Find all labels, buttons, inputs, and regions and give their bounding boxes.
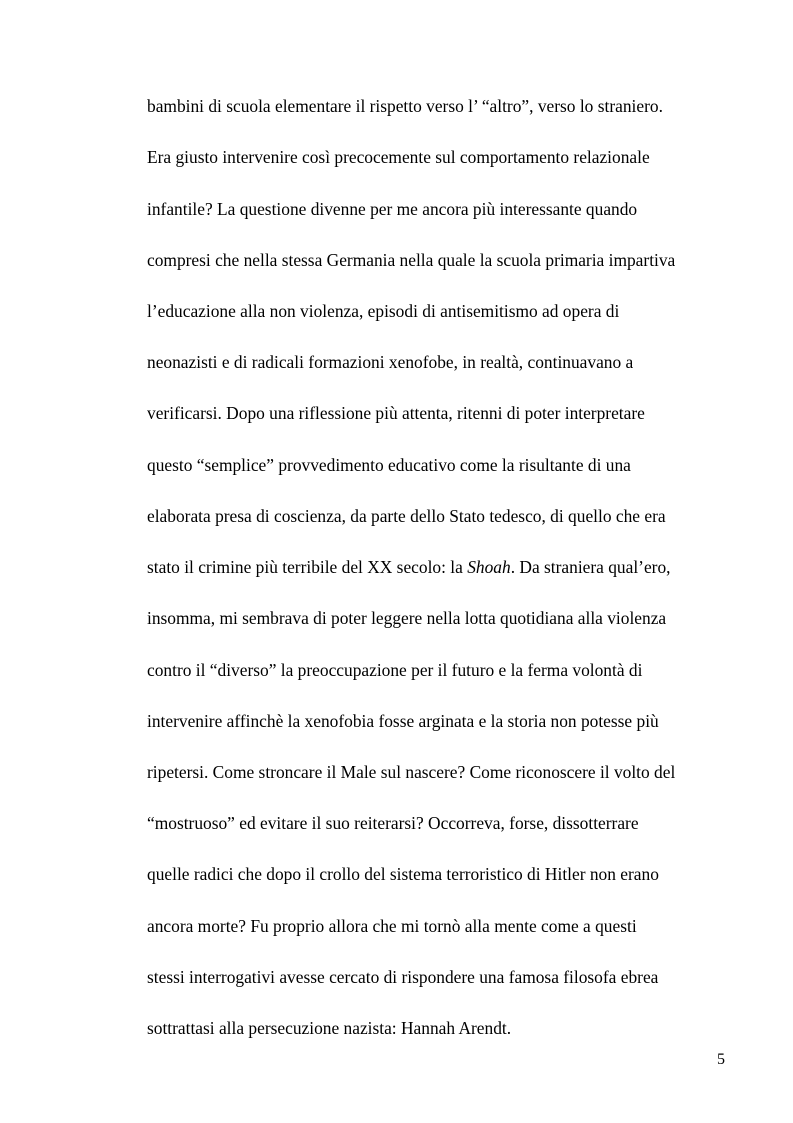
text-line-16: quelle radici che dopo il crollo del sistema terroristico di Hitler non erano [147,864,659,884]
text-line-15: “mostruoso” ed evitare il suo reiterarsi? Occorreva, forse, dissotterrare [147,813,639,833]
text-line-19: sottrattasi alla persecuzione nazista: Hannah Arendt. [147,1018,512,1038]
text-line-7: verificarsi. Dopo una riflessione più attenta, ritenni di poter interpretare [147,403,645,423]
text-line-1: bambini di scuola elementare il rispetto verso l’ “altro”, verso lo straniero. [147,96,663,116]
text-line-2: Era giusto intervenire così precocemente sul comportamento relazionale [147,147,650,167]
text-line-8: questo “semplice” provvedimento educativo come la risultante di una [147,455,631,475]
text-line-11: insomma, mi sembrava di poter leggere nella lotta quotidiana alla violenza [147,608,667,628]
text-line-10-before: stato il crimine più terribile del XX secolo: la [147,557,468,577]
text-line-17: ancora morte? Fu proprio allora che mi tornò alla mente come a questi [147,916,637,936]
text-line-18: stessi interrogativi avesse cercato di rispondere una famosa filosofa ebrea [147,967,659,987]
page-number: 5 [717,1051,725,1068]
text-line-5: l’educazione alla non violenza, episodi di antisemitismo ad opera di [147,301,620,321]
shoah-italic: Shoah [467,557,511,577]
text-line-10-after: . Da straniera qual’ero, [510,557,671,577]
text-line-6: neonazisti e di radicali formazioni xenofobe, in realtà, continuavano a [147,352,634,372]
text-line-9: elaborata presa di coscienza, da parte dello Stato tedesco, di quello che era [147,506,666,526]
text-line-12: contro il “diverso” la preoccupazione per il futuro e la ferma volontà di [147,660,643,680]
text-line-14: ripetersi. Come stroncare il Male sul nascere? Come riconoscere il volto del [147,762,676,782]
text-line-4: compresi che nella stessa Germania nella quale la scuola primaria impartiva [147,250,676,270]
text-line-13: intervenire affinchè la xenofobia fosse arginata e la storia non potesse più [147,711,659,731]
text-line-10 [147,557,671,577]
text-line-3: infantile? La questione divenne per me ancora più interessante quando [147,199,638,219]
